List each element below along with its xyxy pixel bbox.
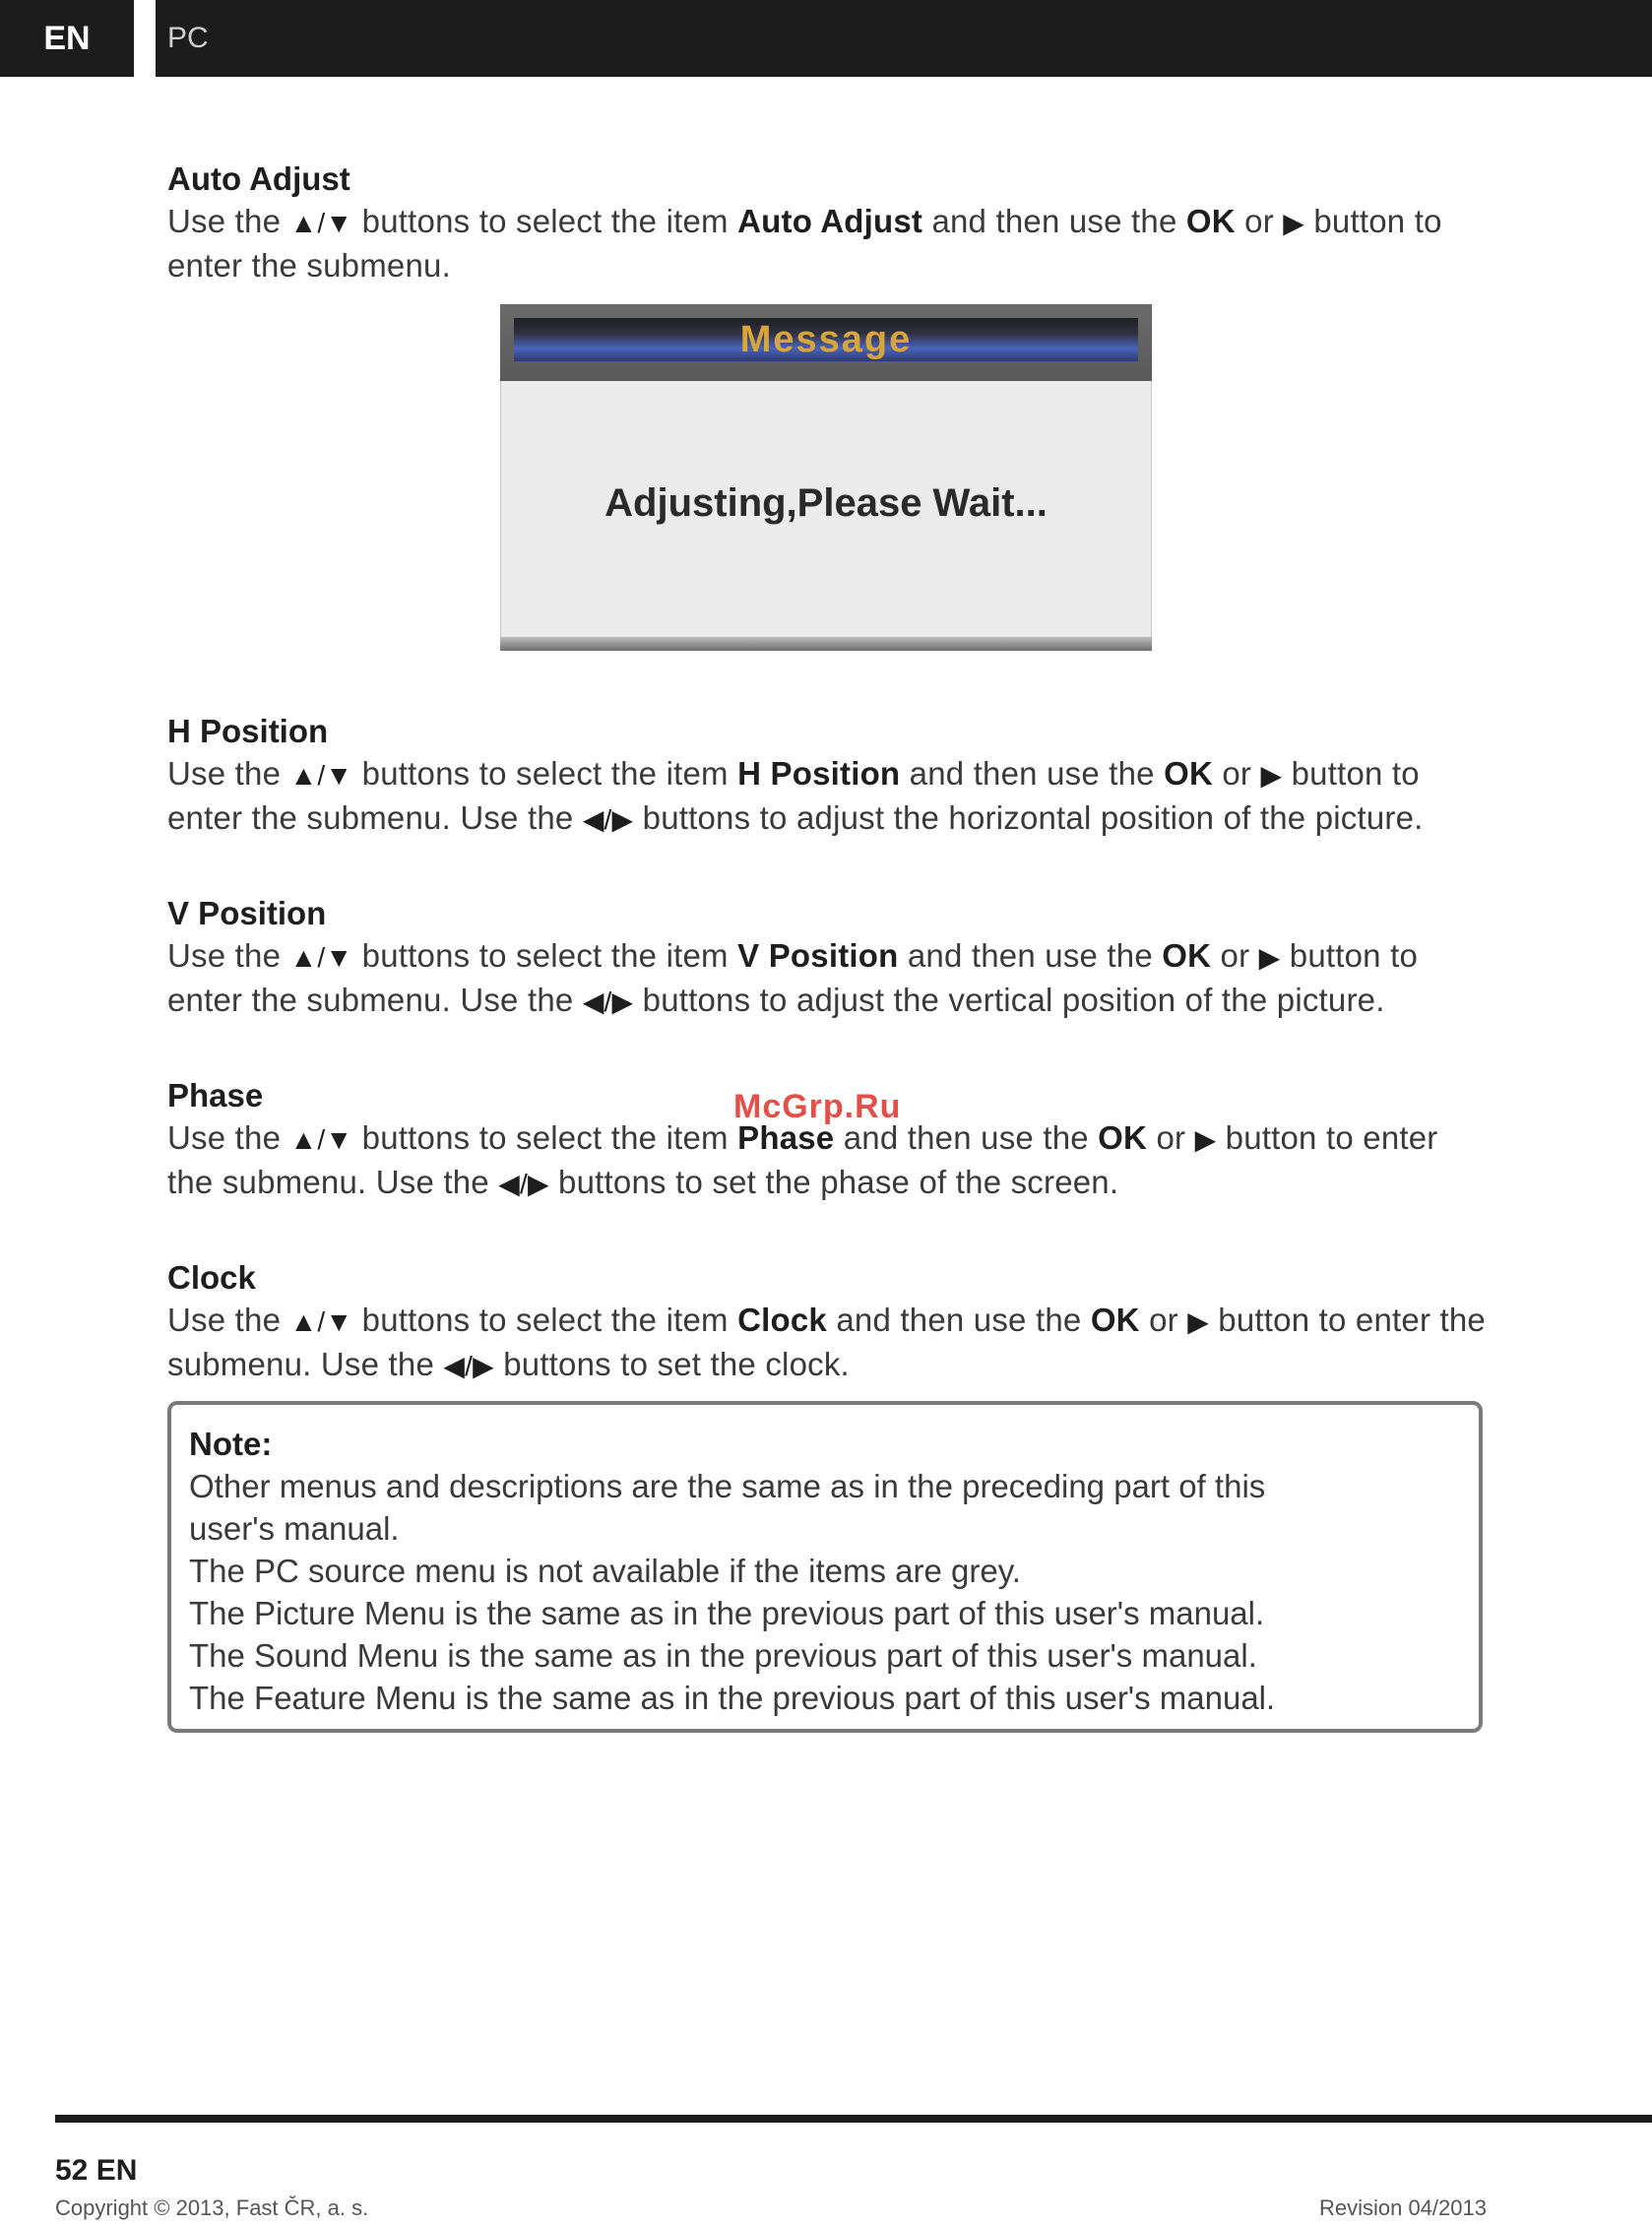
message-dialog [500,304,1152,651]
language-tab: EN [0,0,134,77]
section-body: Use the ▲/▼ buttons to select the item Auto Adjust and then use the OK or ▶ button to enter the submenu. [167,203,1442,284]
note-line: The Feature Menu is the same as in the previous part of this user's manual. [189,1680,1276,1716]
note-box [167,1401,1483,1733]
note-title: Note: [189,1426,273,1462]
section-title: V Position [167,895,327,931]
right-arrow-icon: ▶ [1187,1306,1209,1337]
watermark-text: McGrp.Ru [733,1088,902,1125]
left-right-arrows-icon: ◀/▶ [443,1351,494,1381]
copyright-text: Copyright © 2013, Fast ČR, a. s. [55,2195,369,2220]
right-arrow-icon: ▶ [1258,942,1281,973]
note-line: The Sound Menu is the same as in the previous part of this user's manual. [189,1637,1257,1674]
section-auto-adjust [167,158,1487,286]
note-line: Other menus and descriptions are the same as in the preceding part of this [189,1468,1266,1504]
note-line: The Picture Menu is the same as in the previous part of this user's manual. [189,1595,1265,1631]
section-body: Use the ▲/▼ buttons to select the item Phase and then use the OK or ▶ button to enter the submenu. Use the ◀/▶ buttons to set the phase of the screen. [167,1119,1438,1200]
up-down-arrows-icon: ▲/▼ [289,1124,353,1155]
section-title: Phase [167,1077,264,1113]
message-dialog-footer-bar [500,637,1152,651]
section-title: Clock [167,1259,256,1296]
right-arrow-icon: ▶ [1194,1124,1217,1155]
top-header-bar [0,0,1652,77]
left-right-arrows-icon: ◀/▶ [498,1169,549,1199]
section-body: Use the ▲/▼ buttons to select the item V Position and then use the OK or ▶ button to enter the submenu. Use the ◀/▶ buttons to adjust the vertical position of the picture. [167,937,1419,1018]
up-down-arrows-icon: ▲/▼ [289,208,353,238]
section-v-position [167,892,1487,1023]
main-content [167,158,1487,1438]
up-down-arrows-icon: ▲/▼ [289,1306,353,1337]
right-arrow-icon: ▶ [1260,760,1283,791]
section-title: H Position [167,713,329,749]
up-down-arrows-icon: ▲/▼ [289,942,353,973]
left-right-arrows-icon: ◀/▶ [582,986,634,1017]
section-clock [167,1256,1487,1387]
left-right-arrows-icon: ◀/▶ [582,804,634,835]
up-down-arrows-icon: ▲/▼ [289,760,353,791]
note-line: The PC source menu is not available if the items are grey. [189,1553,1021,1589]
section-title: Auto Adjust [167,160,350,197]
message-dialog-titlebar [500,304,1152,381]
right-arrow-icon: ▶ [1283,208,1305,238]
revision-text: Revision 04/2013 [1318,2195,1487,2220]
message-dialog-text: Adjusting,Please Wait... [604,481,1048,525]
note-line: user's manual. [189,1510,400,1547]
footer-divider [55,2115,1652,2123]
section-title-bar: PC [156,0,1652,77]
section-body: Use the ▲/▼ buttons to select the item Clock and then use the OK or ▶ button to enter the submenu. Use the ◀/▶ buttons to set the clock. [167,1302,1486,1382]
page-number: 52 EN [55,2154,138,2187]
section-body: Use the ▲/▼ buttons to select the item H Position and then use the OK or ▶ button to enter the submenu. Use the ◀/▶ buttons to adjust the horizontal position of the picture. [167,755,1424,836]
message-dialog-title: Message [514,318,1138,361]
section-h-position [167,710,1487,841]
